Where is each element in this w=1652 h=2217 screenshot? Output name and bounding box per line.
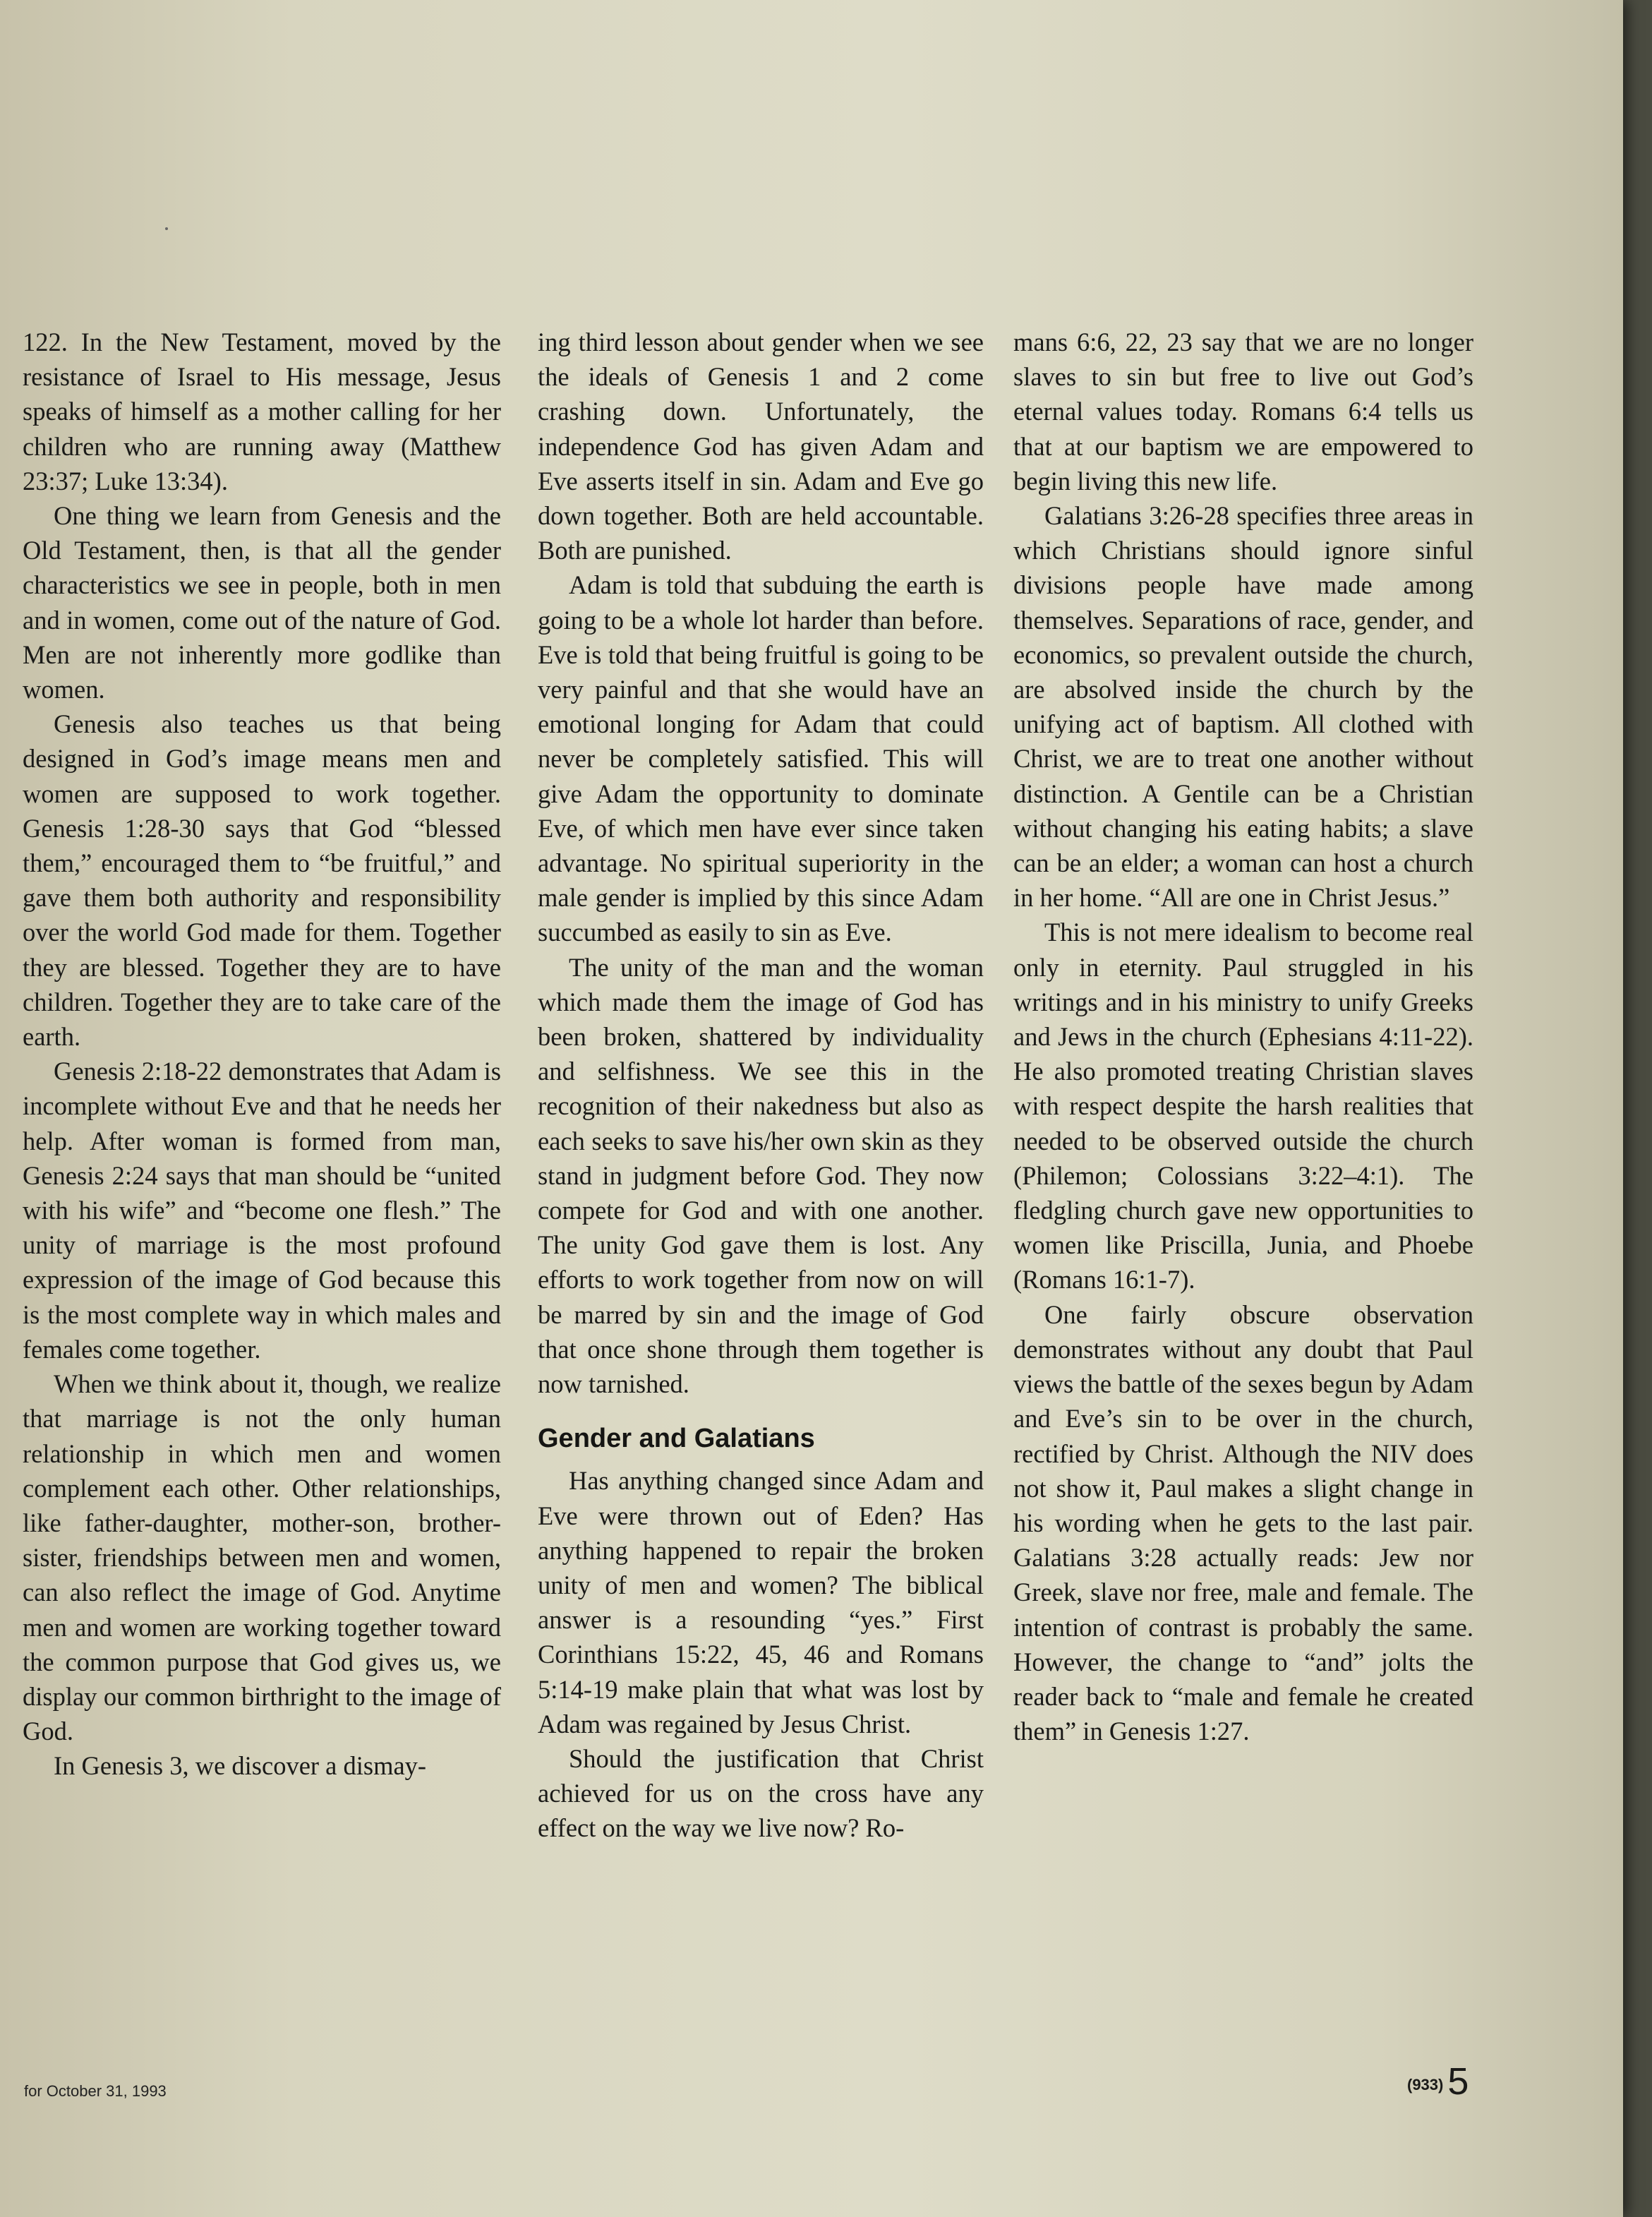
print-speck	[165, 227, 168, 230]
page-number-value: 5	[1447, 2060, 1469, 2103]
section-heading: Gender and Galatians	[538, 1424, 815, 1454]
paragraph: One fairly obscure observation demonstrates without any doubt that Paul views the battle of the sexes begun by Adam and Eve’s sin to be over in the church, rectified by Christ. Although the NIV does not show it, Paul makes a slight change in his wording when he gets to the last pair. Galatians 3:28 actually reads: Jew nor Greek, slave nor free, male and female. The intention of contrast is probably the same. However, the change to “and” jolts the reader back to “male and female he created them” in Genesis 1:27.	[1013, 1299, 1473, 1746]
paragraph: When we think about it, though, we realize that marriage is not the only human relationship in which men and women complement each other. Other relationships, like father-daughter, mother-son, brother-sister, friendships between men and women, can also reflect the image of God. Anytime men and women are working together toward the common purpose that God gives us, we display our common birthright to the image of God.	[23, 1369, 501, 1746]
column-1	[23, 325, 501, 1784]
paragraph: Galatians 3:26-28 specifies three areas in which Christians should ignore sinful divisions people have made among themselves. Separations of race, gender, and economics, so prevalent outside the church, are absolved inside the church by the unifying act of baptism. All clothed with Christ, we are to treat one another without distinction. A Gentile can be a Christian without changing his eating habits; a slave can be an elder; a woman can host a church in her home. “All are one in Christ Jesus.”	[1013, 501, 1473, 913]
page-number	[1407, 2060, 1469, 2103]
column-3	[1013, 325, 1473, 1748]
page-code: (933)	[1407, 2076, 1444, 2093]
paragraph: Genesis also teaches us that being designed in God’s image means men and women are supposed to work together. Genesis 1:28-30 says that God “blessed them,” encouraged them to “be fruitful,” and gave them both authority and responsibility over the world God made for them. Together they are blessed. Together they are to have children. Together they are to take care of the earth.	[23, 709, 501, 1052]
paragraph: ing third lesson about gender when we see the ideals of Genesis 1 and 2 come crashing down. Unfortunately, the independence God has given Adam and Eve asserts itself in sin. Adam and Eve go down together. Both are held accountable. Both are punished.	[538, 328, 984, 565]
paragraph: Adam is told that subduing the earth is going to be a whole lot harder than before. Eve is told that being fruitful is going to be very painful and that she would have an emotional longing for Adam that could never be completely satisfied. This will give Adam the opportunity to dominate Eve, of which men have ever since taken advantage. No spiritual superiority in the male gender is implied by this since Adam succumbed as easily to sin as Eve.	[538, 570, 984, 947]
paragraph: In Genesis 3, we discover a dismay-	[54, 1751, 427, 1781]
paragraph: mans 6:6, 22, 23 say that we are no longer slaves to sin but free to live out God’s eternal values today. Romans 6:4 tells us that at our baptism we are empowered to begin living this new life.	[1013, 328, 1473, 495]
paragraph: One thing we learn from Genesis and the Old Testament, then, is that all the gender characteristics we see in people, both in men and in women, come out of the nature of God. Men are not inherently more godlike than women.	[23, 501, 501, 704]
paragraph: This is not mere idealism to become real only in eternity. Paul struggled in his writings and in his ministry to unify Greeks and Jews in the church (Ephesians 4:11-22). He also promoted treating Christian slaves with respect despite the harsh realities that needed to be observed outside the church (Philemon; Colossians 3:22–4:1). The fledgling church gave new opportunities to women like Priscilla, Junia, and Phoebe (Romans 16:1-7).	[1013, 918, 1473, 1294]
column-2	[538, 325, 984, 1846]
paragraph: The unity of the man and the woman which made them the image of God has been broken, shattered by individuality and selfishness. We see this in the recognition of their nakedness but also as each seeks to save his/her own skin as they stand in judgment before God. They now compete for God and with one another. The unity God gave them is lost. Any efforts to work together from now on will be marred by sin and the image of God that once shone through them together is now tarnished.	[538, 952, 984, 1399]
footer-issue-date: for October 31, 1993	[24, 2082, 167, 2100]
paragraph: Has anything changed since Adam and Eve were thrown out of Eden? Has anything happened to repair the broken unity of men and women? The biblical answer is a resounding “yes.” First Corinthians 15:22, 45, 46 and Romans 5:14-19 make plain that what was lost by Adam was regained by Jesus Christ.	[538, 1466, 984, 1738]
paragraph: Genesis 2:18-22 demonstrates that Adam is incomplete without Eve and that he needs her help. After woman is formed from man, Genesis 2:24 says that man should be “united with his wife” and “become one flesh.” The unity of marriage is the most profound expression of the image of God because this is the most complete way in which males and females come together.	[23, 1057, 501, 1364]
paragraph: 122. In the New Testament, moved by the resistance of Israel to His message, Jesus speaks of himself as a mother calling for her children who are running away (Matthew 23:37; Luke 13:34).	[23, 328, 501, 495]
paragraph: Should the justification that Christ achieved for us on the cross have any effect on the way we live now? Ro-	[538, 1743, 984, 1843]
